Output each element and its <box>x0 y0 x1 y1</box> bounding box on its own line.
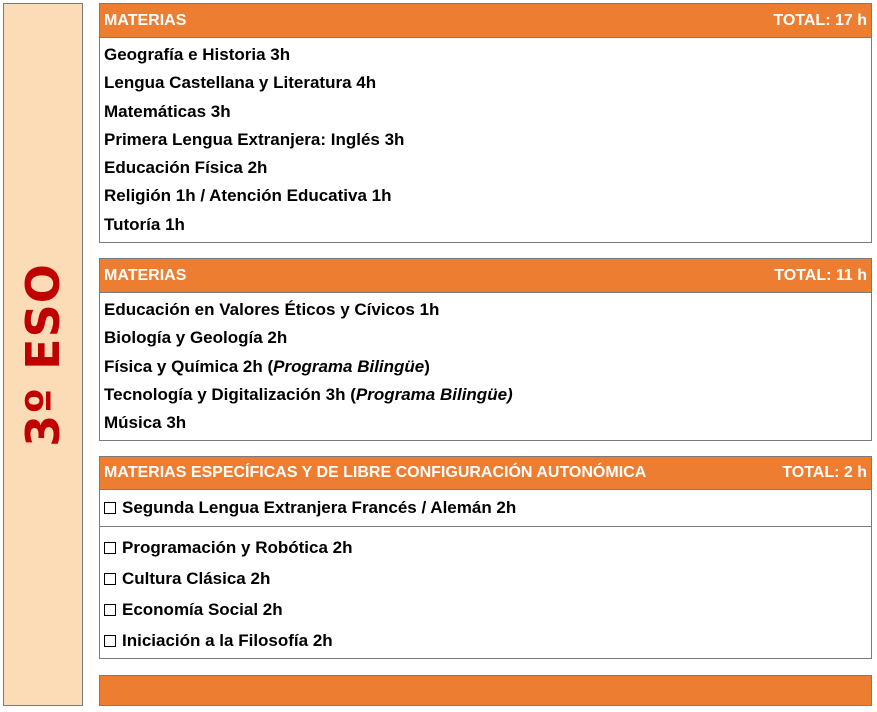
checkbox-icon[interactable] <box>104 542 116 554</box>
core-subjects-title: MATERIAS <box>104 11 187 29</box>
list-item: Religión 1h / Atención Educativa 1h <box>104 186 392 206</box>
option-item[interactable]: Iniciación a la Filosofía 2h <box>104 625 867 656</box>
elective-group-1 <box>100 490 871 526</box>
elective-subjects-header <box>100 457 871 490</box>
list-item: Lengua Castellana y Literatura 4h <box>104 73 377 93</box>
list-item: Tutoría 1h <box>104 214 185 234</box>
list-item: Tecnología y Digitalización 3h (Programa Bilingüe) <box>104 384 513 404</box>
bilingual-note: Programa Bilingüe) <box>355 384 513 404</box>
list-item: Matemáticas 3h <box>104 101 231 121</box>
subjects-block-2-list <box>100 293 871 437</box>
option-item[interactable]: Programación y Robótica 2h <box>104 532 867 563</box>
bilingual-note: Programa Bilingüe <box>273 356 425 376</box>
checkbox-icon[interactable] <box>104 502 116 514</box>
list-item: Biología y Geología 2h <box>104 328 288 348</box>
course-side-panel <box>3 3 83 706</box>
list-item: Geografía e Historia 3h <box>104 45 291 64</box>
subjects-block-2-title: MATERIAS <box>104 266 187 284</box>
footer-bar <box>99 675 872 706</box>
elective-group-2 <box>100 526 871 656</box>
list-item: Primera Lengua Extranjera: Inglés 3h <box>104 129 405 149</box>
core-subjects-header <box>100 4 871 38</box>
checkbox-icon[interactable] <box>104 635 116 647</box>
option-item[interactable]: Cultura Clásica 2h <box>104 563 867 594</box>
checkbox-icon[interactable] <box>104 604 116 616</box>
course-label: 3º ESO <box>16 262 70 447</box>
subjects-block-2-total: TOTAL: 11 h <box>774 266 867 284</box>
option-item[interactable]: Economía Social 2h <box>104 594 867 625</box>
subjects-block-2-header <box>100 259 871 293</box>
list-item: Música 3h <box>104 413 187 433</box>
elective-subjects-total: TOTAL: 2 h <box>782 464 867 481</box>
list-item: Física y Química 2h (Programa Bilingüe) <box>104 356 430 376</box>
checkbox-icon[interactable] <box>104 573 116 585</box>
elective-subjects-title: MATERIAS ESPECÍFICAS Y DE LIBRE CONFIGURACIÓN AUTONÓMICA <box>104 464 647 481</box>
elective-subjects-block <box>99 456 872 659</box>
core-subjects-block <box>99 3 872 243</box>
core-subjects-list <box>100 38 871 239</box>
core-subjects-total: TOTAL: 17 h <box>773 11 867 29</box>
option-item[interactable]: Segunda Lengua Extranjera Francés / Alemán 2h <box>104 492 867 523</box>
subjects-block-2 <box>99 258 872 441</box>
list-item: Educación Física 2h <box>104 158 268 178</box>
list-item: Educación en Valores Éticos y Cívicos 1h <box>104 300 440 319</box>
